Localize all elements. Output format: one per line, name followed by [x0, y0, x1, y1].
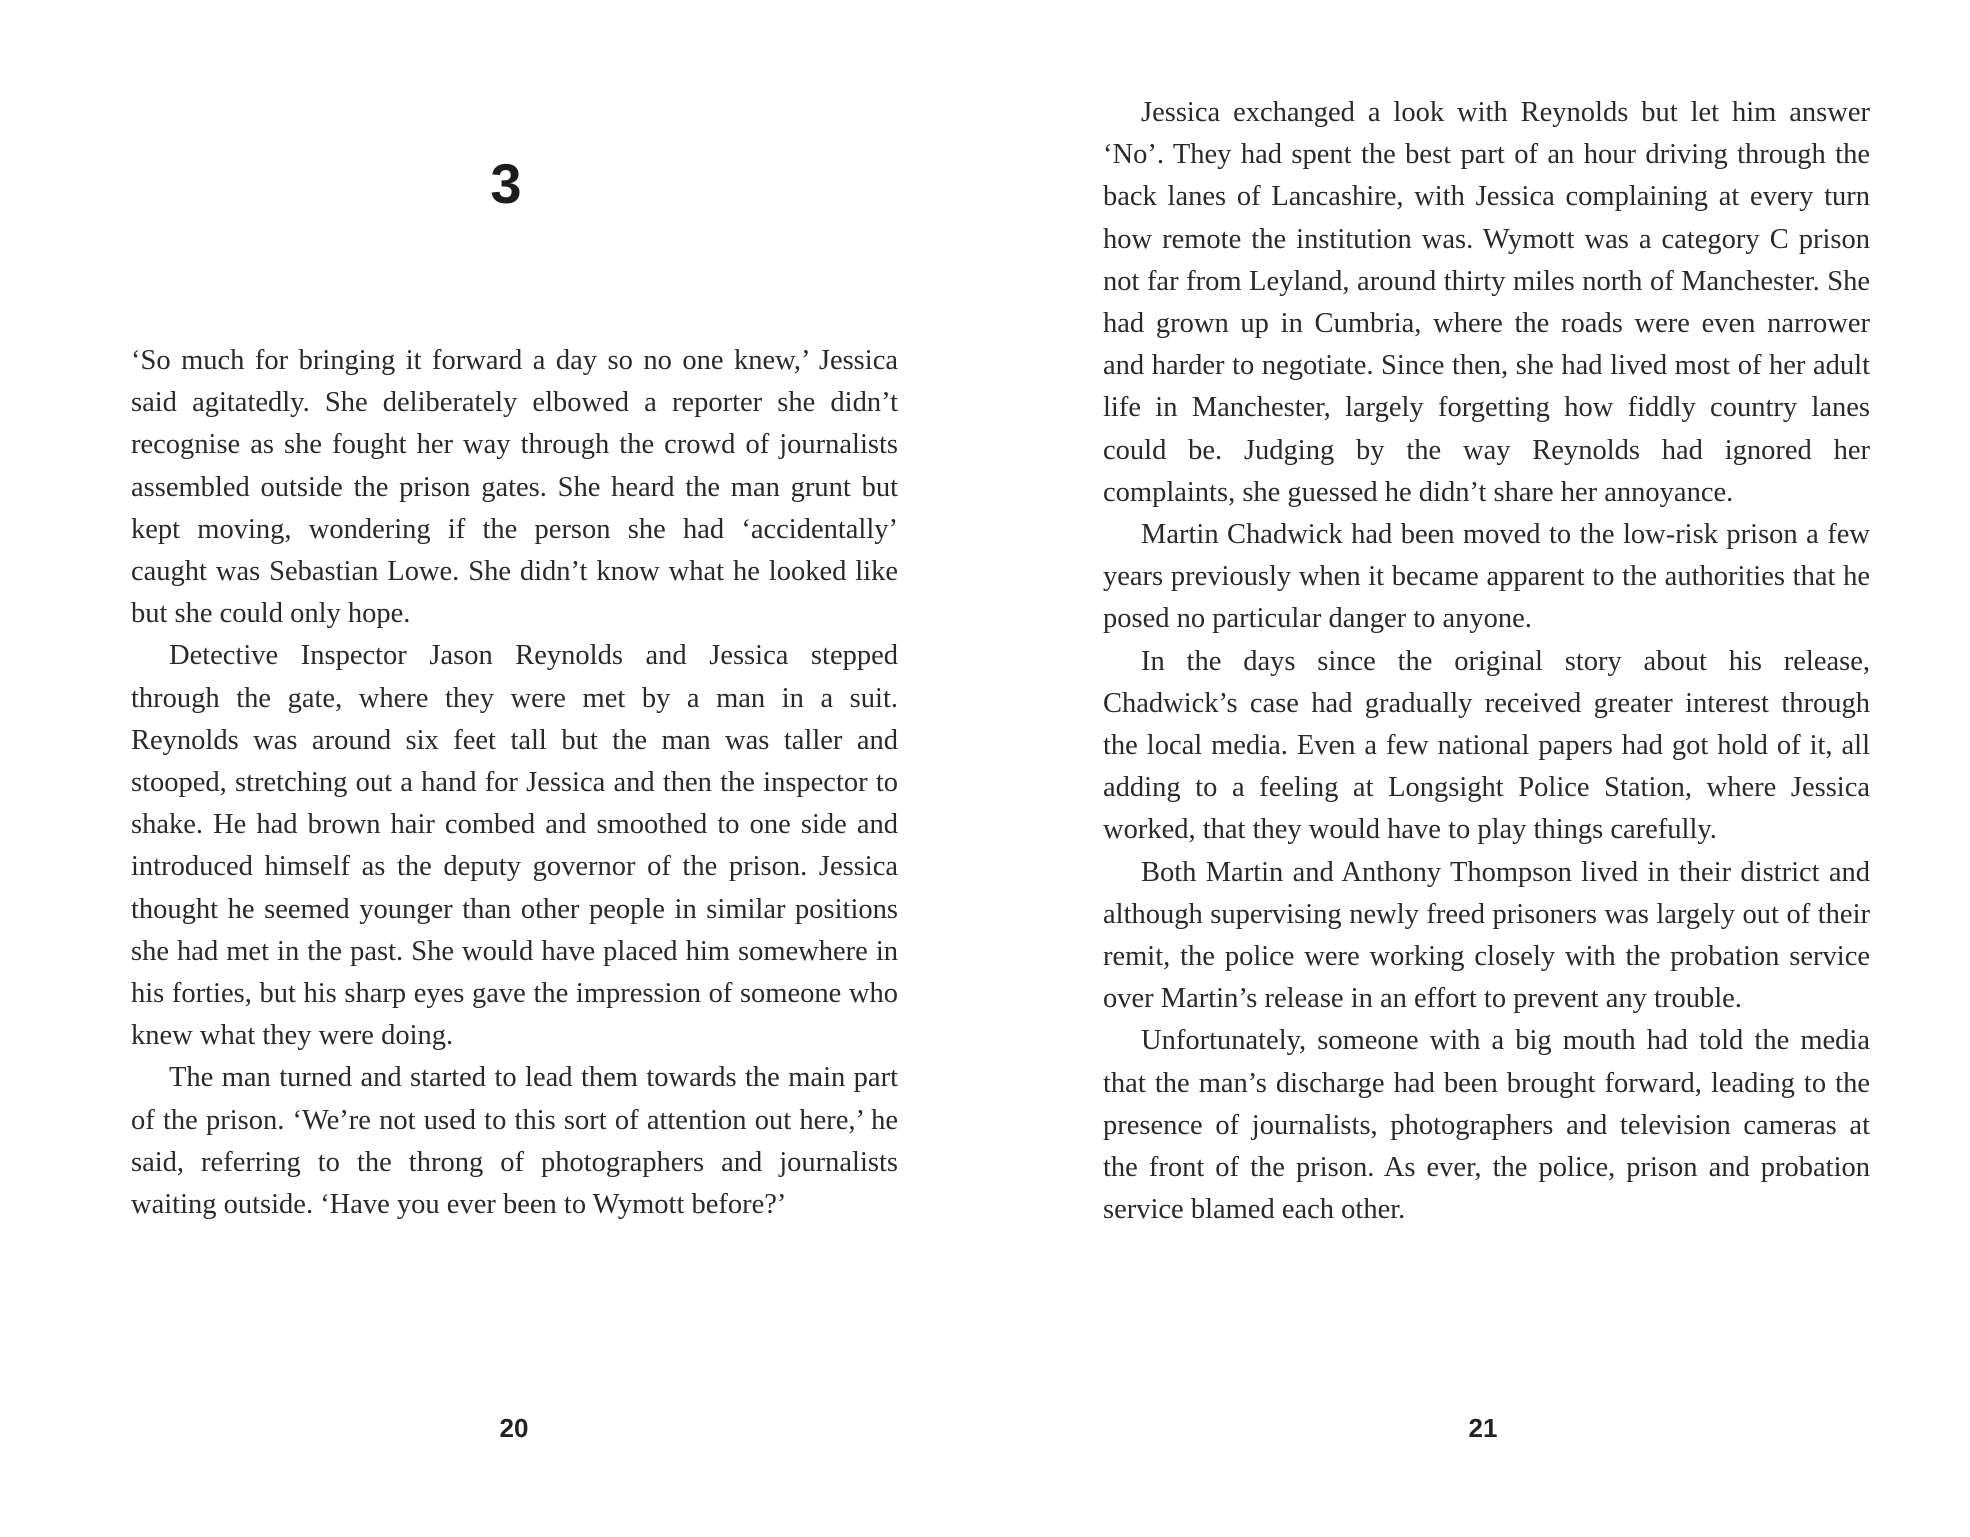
right-page — [985, 0, 1970, 1537]
paragraph: Detective Inspector Jason Reynolds and Jessica stepped through the gate, where they were met by a man in a suit. Reynolds was around six feet tall but the man was taller and stooped, stretching out a hand for Jessica and then the inspector to shake. He had brown hair combed and smoothed to one side and introduced himself as the deputy governor of the prison. Jessica thought he seemed younger than other people in similar positions she had met in the past. She would have placed him somewhere in his forties, but his sharp eyes gave the impression of someone who knew what they were doing. — [131, 640, 898, 1052]
left-page-body — [131, 340, 898, 1226]
right-page-body — [1103, 92, 1870, 1231]
page-number-right: 21 — [1468, 1413, 1498, 1443]
paragraph: Both Martin and Anthony Thompson lived in their district and although supervising newly freed prisoners was largely out of their remit, the police were working closely with the probation service over Martin’s release in an effort to prevent any trouble. — [1103, 856, 1870, 1015]
paragraph: Martin Chadwick had been moved to the low-risk prison a few years previously when it became apparent to the authorities that he posed no particular danger to anyone. — [1103, 519, 1870, 635]
paragraph: Unfortunately, someone with a big mouth had told the media that the man’s discharge had been brought forward, leading to the presence of journalists, photographers and television cameras at the front of the prison. As ever, the police, prison and probation service blamed each other. — [1103, 1025, 1870, 1226]
paragraph: ‘So much for bringing it forward a day so no one knew,’ Jessica said agitatedly. She deliberately elbowed a reporter she didn’t recognise as she fought her way through the crowd of journalists assembled outside the prison gates. She heard the man grunt but kept moving, wondering if the person she had ‘accidentally’ caught was Sebastian Lowe. She didn’t know what he looked like but she could only hope. — [131, 345, 898, 630]
page-number-left: 20 — [499, 1413, 529, 1443]
paragraph: The man turned and started to lead them towards the main part of the prison. ‘We’re not used to this sort of attention out here,’ he said, referring to the throng of photographers and journalists waiting outside. ‘Have you ever been to Wymott before?’ — [131, 1062, 898, 1221]
paragraph: In the days since the original story about his release, Chadwick’s case had gradually received greater interest through the local media. Even a few national papers had got hold of it, all adding to a feeling at Longsight Police Station, where Jessica worked, that they would have to play things carefully. — [1103, 645, 1870, 846]
paragraph: Jessica exchanged a look with Reynolds but let him answer ‘No’. They had spent the best part of an hour driving through the back lanes of Lancashire, with Jessica complaining at every turn how remote the institution was. Wymott was a category C prison not far from Leyland, around thirty miles north of Manchester. She had grown up in Cumbria, where the roads were even narrower and harder to negotiate. Since then, she had lived most of her adult life in Manchester, largely forgetting how fiddly country lanes could be. Judging by the way Reynolds had ignored her complaints, she guessed he didn’t share her annoyance. — [1103, 97, 1870, 508]
chapter-number: 3 — [490, 152, 522, 215]
